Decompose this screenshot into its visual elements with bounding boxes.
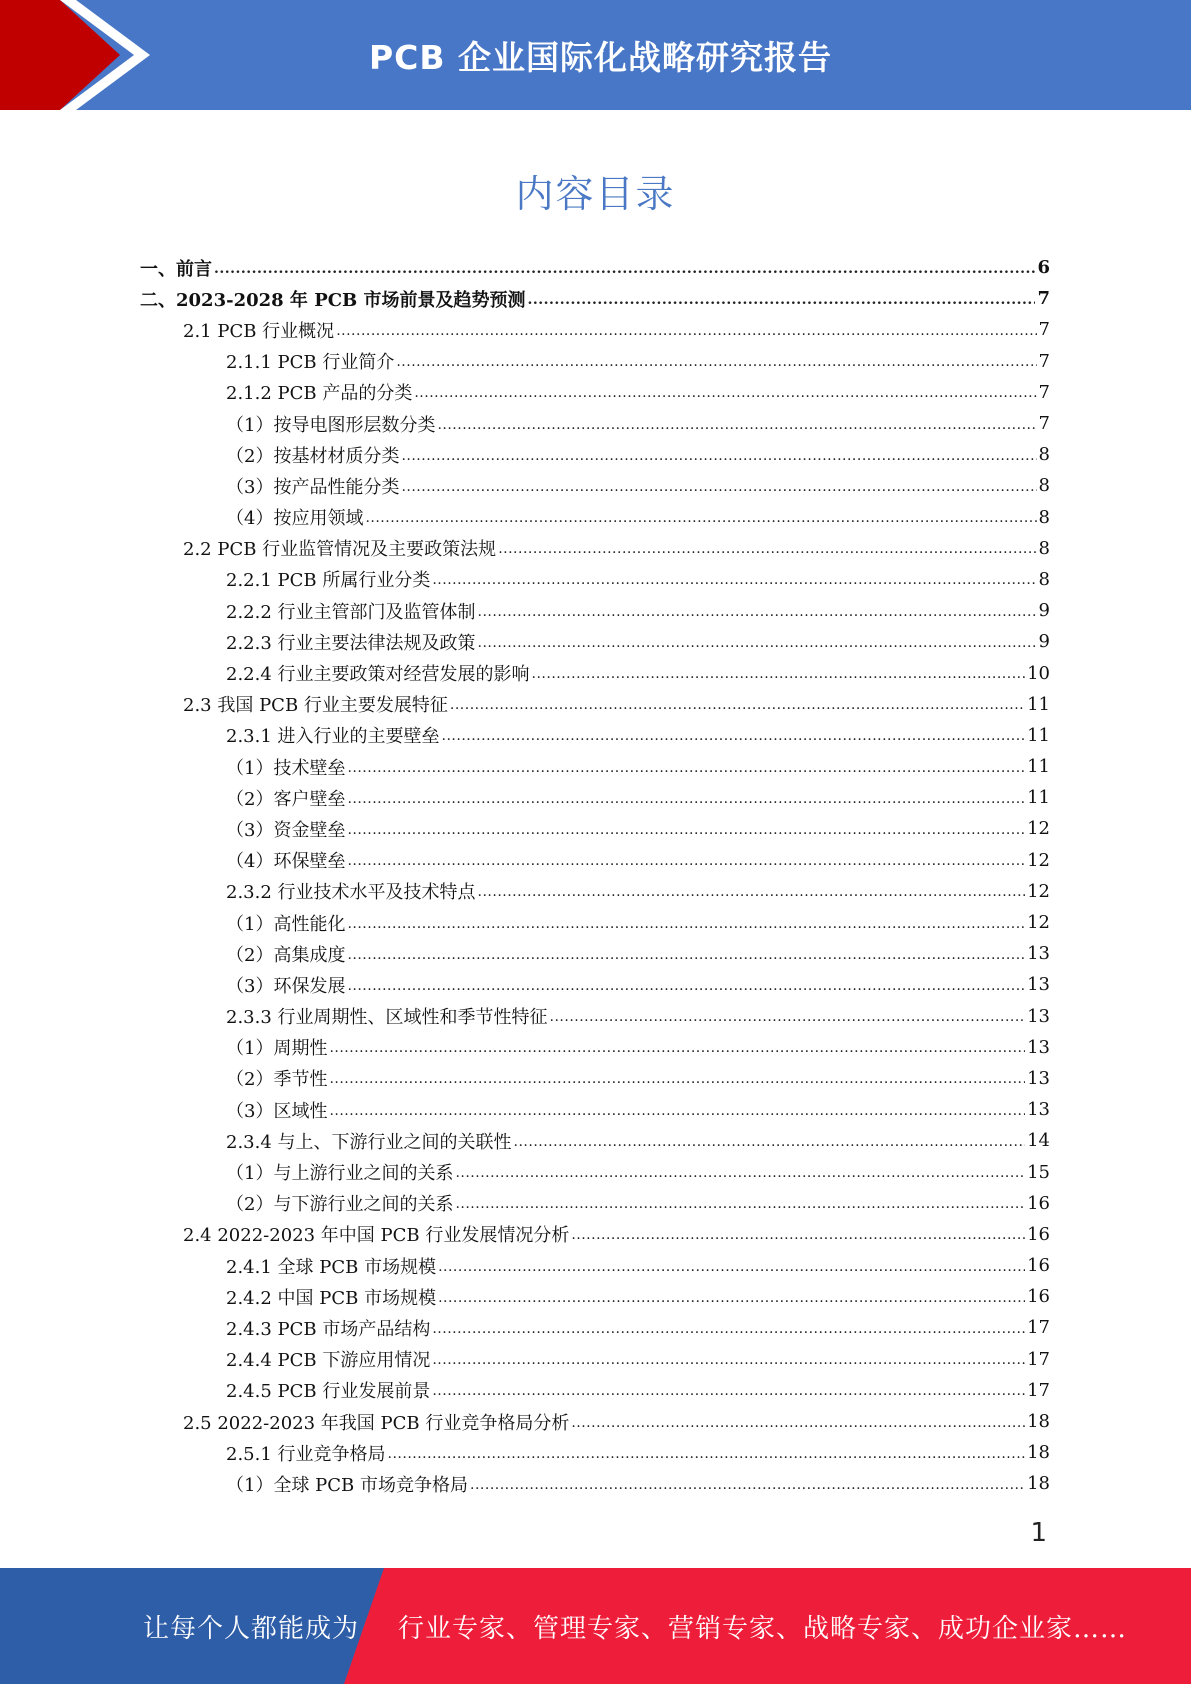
toc-entry-page: 6 (1037, 257, 1050, 279)
toc-entry[interactable] (140, 408, 1050, 439)
toc-dot-leader (432, 1349, 1025, 1369)
toc-entry[interactable] (140, 1437, 1050, 1468)
toc-entry-label: （2）客户壁垒 (226, 788, 346, 810)
toc-entry-page: 11 (1027, 693, 1050, 715)
toc-dot-leader (470, 1474, 1025, 1494)
toc-entry-label: 2.4.2 中国 PCB 市场规模 (226, 1287, 437, 1309)
toc-entry-page: 14 (1027, 1130, 1050, 1152)
toc-entry[interactable] (140, 751, 1050, 782)
toc-entry[interactable] (140, 720, 1050, 751)
toc-entry-label: （1）与上游行业之间的关系 (226, 1163, 454, 1185)
toc-entry-page: 13 (1027, 1099, 1050, 1121)
toc-entry-label: 2.4.4 PCB 下游应用情况 (226, 1350, 431, 1372)
toc-entry[interactable] (140, 1032, 1050, 1063)
toc-dot-leader (528, 289, 1036, 309)
toc-dot-leader (571, 1224, 1025, 1244)
toc-entry[interactable] (140, 1468, 1050, 1499)
footer-slogan-right: 行业专家、管理专家、营销专家、战略专家、成功企业家…… (398, 1613, 1128, 1644)
toc-entry-page: 12 (1027, 880, 1050, 902)
toc-entry[interactable] (140, 595, 1050, 626)
toc-entry-label: （3）按产品性能分类 (226, 476, 400, 498)
toc-entry-page: 8 (1038, 444, 1050, 466)
toc-entry-page: 7 (1038, 350, 1050, 372)
toc-entry[interactable] (140, 377, 1050, 408)
toc-entry-page: 8 (1038, 537, 1050, 559)
toc-entry-label: 2.1 PCB 行业概况 (183, 320, 335, 342)
toc-entry[interactable] (140, 1156, 1050, 1187)
toc-entry-label: （2）高集成度 (226, 944, 346, 966)
toc-entry-page: 11 (1027, 756, 1050, 778)
toc-dot-leader (432, 569, 1036, 589)
toc-dot-leader (396, 351, 1036, 371)
toc-dot-leader (336, 320, 1036, 340)
toc-entry-label: 2.3 我国 PCB 行业主要发展特征 (183, 695, 448, 717)
footer-banner (0, 1568, 1191, 1684)
toc-entry[interactable] (140, 283, 1050, 314)
toc-entry-label: 2.2.3 行业主要法律法规及政策 (226, 632, 476, 654)
toc-dot-leader (401, 445, 1036, 465)
toc-entry-label: 2.4.3 PCB 市场产品结构 (226, 1318, 431, 1340)
toc-dot-leader (438, 1287, 1025, 1307)
toc-dot-leader (455, 1193, 1025, 1213)
toc-entry-page: 9 (1038, 631, 1050, 653)
toc-dot-leader (478, 881, 1026, 901)
toc-entry-page: 13 (1027, 974, 1050, 996)
toc-entry-label: （1）技术壁垒 (226, 757, 346, 779)
toc-entry[interactable] (140, 1219, 1050, 1250)
toc-entry-label: 2.4.1 全球 PCB 市场规模 (226, 1256, 437, 1278)
toc-entry-page: 12 (1027, 818, 1050, 840)
toc-entry-label: （3）资金壁垒 (226, 819, 346, 841)
toc-entry[interactable] (140, 314, 1050, 345)
toc-entry[interactable] (140, 657, 1050, 688)
toc-entry-page: 7 (1037, 288, 1050, 310)
toc-entry[interactable] (140, 252, 1050, 283)
toc-entry-label: 2.4.5 PCB 行业发展前景 (226, 1381, 431, 1403)
toc-entry[interactable] (140, 502, 1050, 533)
toc-entry-label: （3）区域性 (226, 1100, 328, 1122)
toc-dot-leader (347, 819, 1025, 839)
page-number: 1 (1030, 1518, 1047, 1548)
toc-entry[interactable] (140, 876, 1050, 907)
toc-entry-label: （1）全球 PCB 市场竞争格局 (226, 1474, 469, 1496)
toc-entry-page: 12 (1027, 849, 1050, 871)
toc-entry-page: 16 (1027, 1223, 1050, 1245)
toc-entry[interactable] (140, 845, 1050, 876)
toc-entry[interactable] (140, 439, 1050, 470)
toc-dot-leader (329, 1037, 1025, 1057)
toc-entry-label: 2.4 2022-2023 年中国 PCB 行业发展情况分析 (183, 1225, 570, 1247)
toc-dot-leader (450, 694, 1025, 714)
toc-dot-leader (347, 757, 1025, 777)
toc-entry[interactable] (140, 1281, 1050, 1312)
toc-dot-leader (438, 1256, 1025, 1276)
toc-entry[interactable] (140, 969, 1050, 1000)
toc-entry-page: 17 (1027, 1348, 1050, 1370)
toc-dot-leader (365, 507, 1036, 527)
toc-entry-label: 一、前言 (140, 258, 212, 280)
toc-entry[interactable] (140, 1001, 1050, 1032)
toc-dot-leader (514, 1131, 1026, 1151)
toc-entry-label: （4）按应用领域 (226, 508, 364, 530)
toc-entry-page: 17 (1027, 1317, 1050, 1339)
toc-dot-leader (414, 382, 1036, 402)
toc-entry[interactable] (140, 1312, 1050, 1343)
toc-entry[interactable] (140, 1063, 1050, 1094)
toc-entry-page: 17 (1027, 1379, 1050, 1401)
toc-entry-page: 15 (1027, 1161, 1050, 1183)
toc-entry-label: 2.2.2 行业主管部门及监管体制 (226, 601, 476, 623)
toc-entry-label: 2.5 2022-2023 年我国 PCB 行业竞争格局分析 (183, 1412, 570, 1434)
toc-entry-page: 18 (1027, 1473, 1050, 1495)
toc-entry-label: 2.3.4 与上、下游行业之间的关联性 (226, 1131, 512, 1153)
toc-entry-page: 18 (1027, 1411, 1050, 1433)
toc-heading: 内容目录 (515, 172, 676, 216)
toc-entry-label: 2.3.3 行业周期性、区域性和季节性特征 (226, 1007, 548, 1029)
toc-dot-leader (442, 725, 1026, 745)
toc-dot-leader (478, 632, 1037, 652)
toc-entry-label: （2）与下游行业之间的关系 (226, 1194, 454, 1216)
toc-entry[interactable] (140, 907, 1050, 938)
toc-entry[interactable] (140, 782, 1050, 813)
toc-entry-label: 2.3.1 进入行业的主要壁垒 (226, 726, 440, 748)
toc-dot-leader (532, 663, 1026, 683)
toc-entry[interactable] (140, 346, 1050, 377)
toc-dot-leader (455, 1162, 1025, 1182)
toc-dot-leader (498, 538, 1036, 558)
toc-entry-label: （2）季节性 (226, 1069, 328, 1091)
toc-entry[interactable] (140, 626, 1050, 657)
toc-entry[interactable] (140, 1188, 1050, 1219)
toc-entry-page: 18 (1027, 1442, 1050, 1464)
toc-entry[interactable] (140, 1344, 1050, 1375)
toc-entry-label: （1）周期性 (226, 1038, 328, 1060)
toc-dot-leader (329, 1100, 1025, 1120)
toc-entry[interactable] (140, 564, 1050, 595)
toc-dot-leader (347, 944, 1025, 964)
toc-entry-page: 7 (1038, 319, 1050, 341)
toc-entry-label: 2.2 PCB 行业监管情况及主要政策法规 (183, 539, 497, 561)
toc-entry-page: 10 (1027, 662, 1050, 684)
header-banner (0, 0, 1191, 110)
toc-dot-leader (388, 1443, 1026, 1463)
toc-dot-leader (347, 975, 1025, 995)
toc-entry-label: （1）按导电图形层数分类 (226, 414, 436, 436)
toc-entry-page: 9 (1038, 600, 1050, 622)
toc-entry-label: 2.1.1 PCB 行业简介 (226, 352, 395, 374)
toc-dot-leader (347, 913, 1025, 933)
toc-entry[interactable] (140, 1094, 1050, 1125)
toc-entry-page: 8 (1038, 506, 1050, 528)
toc-entry-label: 二、2023-2028 年 PCB 市场前景及趋势预测 (140, 289, 526, 311)
toc-entry-page: 7 (1038, 381, 1050, 403)
toc-entry-page: 8 (1038, 475, 1050, 497)
toc-entry[interactable] (140, 938, 1050, 969)
toc-dot-leader (347, 850, 1025, 870)
toc-entry-label: （3）环保发展 (226, 975, 346, 997)
toc-entry-page: 16 (1027, 1255, 1050, 1277)
toc-dot-leader (571, 1412, 1025, 1432)
toc-entry[interactable] (140, 689, 1050, 720)
toc-entry-page: 11 (1027, 787, 1050, 809)
toc-entry-page: 12 (1027, 912, 1050, 934)
toc-entry-page: 11 (1027, 724, 1050, 746)
toc-dot-leader (437, 414, 1036, 434)
toc-entry-label: （4）环保壁垒 (226, 851, 346, 873)
toc-entry-page: 16 (1027, 1192, 1050, 1214)
toc-entry[interactable] (140, 470, 1050, 501)
toc-dot-leader (329, 1068, 1025, 1088)
toc-dot-leader (432, 1380, 1025, 1400)
toc-entry-label: 2.2.1 PCB 所属行业分类 (226, 570, 431, 592)
report-title: PCB 企业国际化战略研究报告 (368, 37, 833, 77)
toc-entry-page: 13 (1027, 1036, 1050, 1058)
toc-entry-label: （1）高性能化 (226, 913, 346, 935)
toc-entry[interactable] (140, 1406, 1050, 1437)
footer-slogan-left: 让每个人都能成为 (143, 1613, 360, 1644)
toc-dot-leader (214, 258, 1035, 278)
toc-dot-leader (432, 1318, 1025, 1338)
toc-entry[interactable] (140, 533, 1050, 564)
toc-entry[interactable] (140, 1250, 1050, 1281)
toc-dot-leader (347, 788, 1025, 808)
toc-entry-label: 2.5.1 行业竞争格局 (226, 1443, 386, 1465)
toc-entry-label: 2.3.2 行业技术水平及技术特点 (226, 882, 476, 904)
toc-entry-label: （2）按基材材质分类 (226, 445, 400, 467)
toc-entry-page: 16 (1027, 1286, 1050, 1308)
toc-dot-leader (550, 1006, 1026, 1026)
toc-entry[interactable] (140, 1375, 1050, 1406)
toc-entry-page: 7 (1038, 413, 1050, 435)
toc-entry[interactable] (140, 1125, 1050, 1156)
toc-dot-leader (478, 601, 1037, 621)
toc-dot-leader (401, 476, 1036, 496)
toc-entry-label: 2.2.4 行业主要政策对经营发展的影响 (226, 664, 530, 686)
toc-entry-page: 13 (1027, 943, 1050, 965)
toc-entry-page: 13 (1027, 1005, 1050, 1027)
toc-entry-page: 8 (1038, 568, 1050, 590)
toc-entry-label: 2.1.2 PCB 产品的分类 (226, 383, 413, 405)
toc-entry[interactable] (140, 813, 1050, 844)
toc-entry-page: 13 (1027, 1067, 1050, 1089)
table-of-contents (140, 252, 1050, 1500)
